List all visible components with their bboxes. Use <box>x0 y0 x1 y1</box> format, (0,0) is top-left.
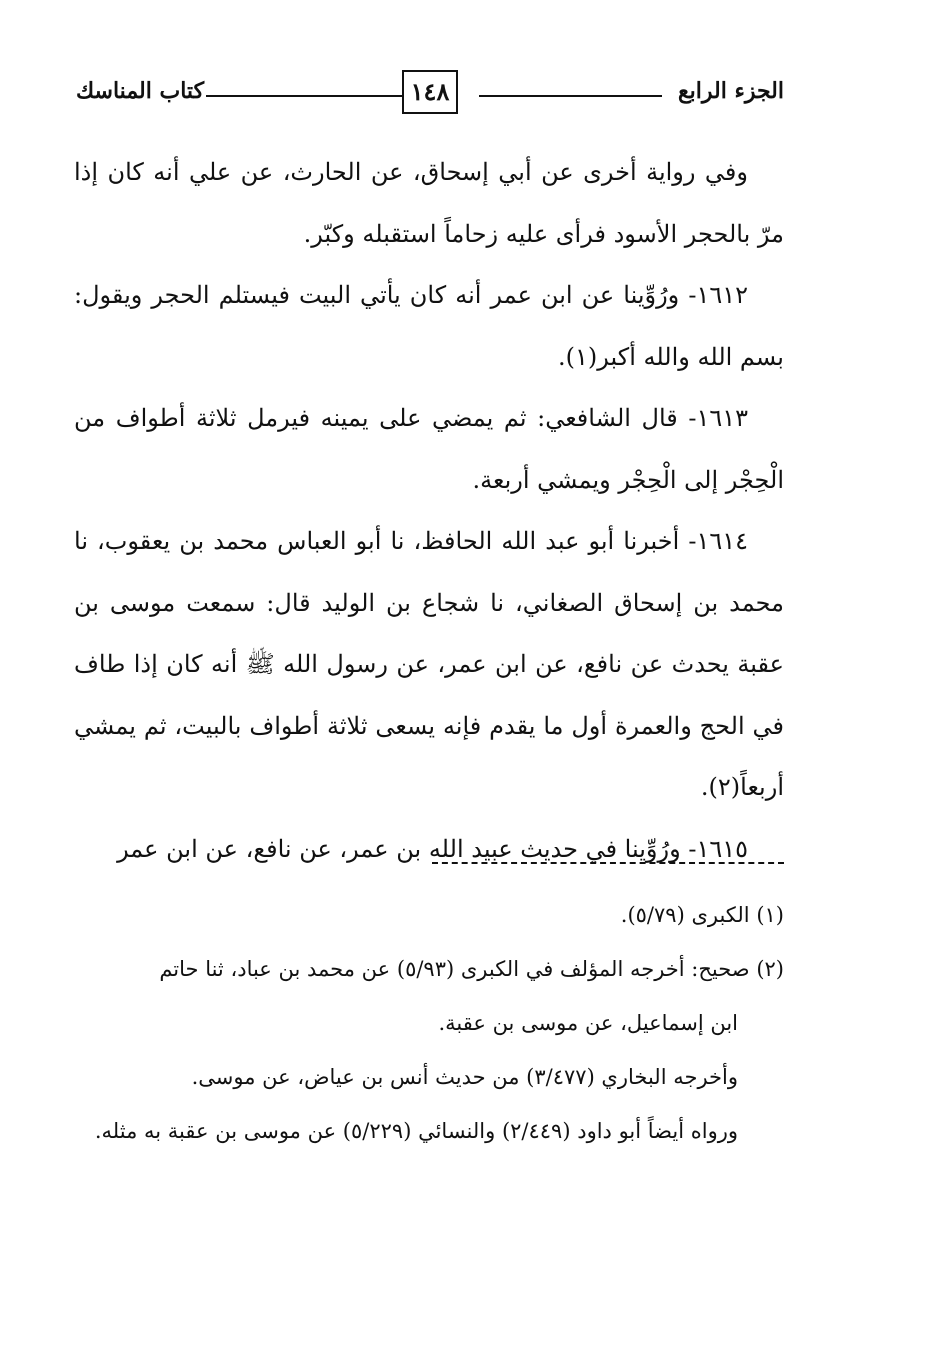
paragraph: ١٦١٤- أخبرنا أبو عبد الله الحافظ، نا أبو العباس محمد بن يعقوب، نا محمد بن إسحاق الصغاني، نا شجاع بن الوليد قال: سمعت موسى بن عقبة يحدث عن نافع، عن ابن عمر، عن رسول الله ﷺ أنه كان إذا طاف في الحج والعمرة أول ما يقدم فإنه يسعى ثلاثة أطواف بالبيت، ثم يمشي أربعاً(٢). <box>74 527 784 801</box>
header-rule-right <box>479 95 662 97</box>
main-text <box>74 142 784 880</box>
paragraph: ١٦١٥- ورُوِّينا في حديث عبيد الله بن عمر، عن نافع، عن ابن عمر <box>117 834 748 863</box>
page-number: ١٤٨ <box>402 70 458 114</box>
footnote: (٢) صحيح: أخرجه المؤلف في الكبرى (٥/٩٣) عن محمد بن عباد، ثنا حاتم <box>159 957 784 981</box>
paragraph: ١٦١٢- ورُوِّينا عن ابن عمر أنه كان يأتي البيت فيستلم الحجر ويقول: بسم الله والله أكبر(١). <box>74 281 784 371</box>
footnotes <box>70 888 784 1158</box>
footnote: (١) الكبرى (٥/٧٩). <box>620 903 784 927</box>
paragraph: ١٦١٣- قال الشافعي: ثم يمضي على يمينه فيرمل ثلاثة أطواف من الْحِجْر إلى الْحِجْر ويمشي أربعة. <box>74 404 784 494</box>
footnote-continuation: ابن إسماعيل، عن موسى بن عقبة. <box>438 1011 738 1035</box>
volume-title: الجزء الرابع <box>677 78 784 104</box>
book-title: كتاب المناسك <box>76 78 205 104</box>
paragraph: وفي رواية أخرى عن أبي إسحاق، عن الحارث، عن علي أنه كان إذا مرّ بالحجر الأسود فرأى عليه زحاماً استقبله وكبّر. <box>74 158 784 248</box>
page-header <box>76 70 784 122</box>
footnote-continuation: ورواه أيضاً أبو داود (٢/٤٤٩) والنسائي (٥/٢٢٩) عن موسى بن عقبة به مثله. <box>94 1119 738 1143</box>
footnote-continuation: وأخرجه البخاري (٣/٤٧٧) من حديث أنس بن عياض، عن موسى. <box>191 1065 738 1089</box>
header-rule-left <box>206 95 402 97</box>
footnote-divider <box>432 862 784 864</box>
